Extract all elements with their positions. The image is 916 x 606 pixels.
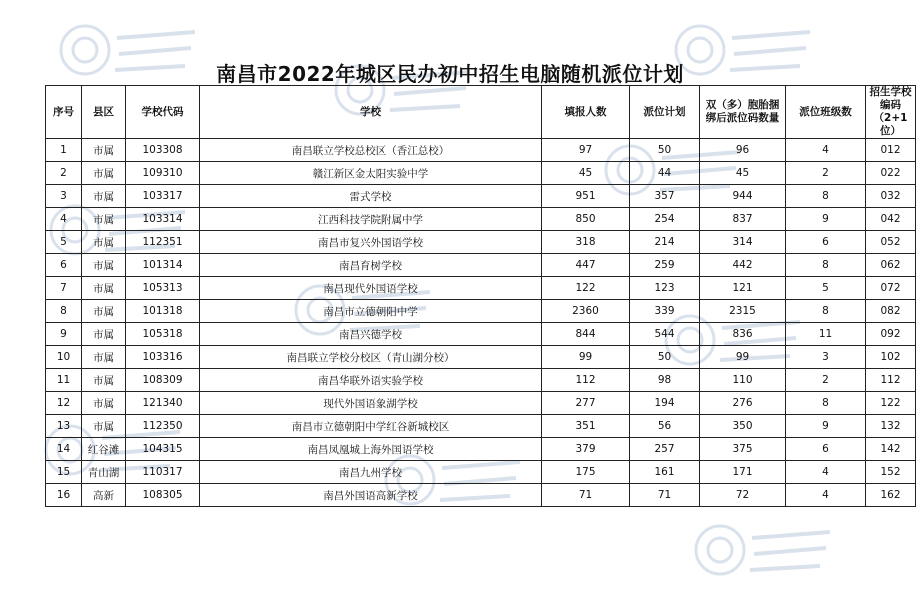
- cell-registered: 2360: [542, 300, 630, 323]
- plan-table: [45, 85, 916, 507]
- cell-classes: 5: [786, 277, 866, 300]
- cell-school-number: 032: [866, 185, 916, 208]
- cell-twin-bind: 837: [700, 208, 786, 231]
- cell-school: 南昌九州学校: [200, 461, 542, 484]
- header-row: [46, 86, 916, 139]
- cell-registered: 951: [542, 185, 630, 208]
- cell-area: 市属: [82, 277, 126, 300]
- cell-school: 南昌联立学校总校区（香江总校）: [200, 139, 542, 162]
- cell-registered: 351: [542, 415, 630, 438]
- cell-registered: 99: [542, 346, 630, 369]
- cell-code: 121340: [126, 392, 200, 415]
- cell-school: 南昌市复兴外国语学校: [200, 231, 542, 254]
- cell-twin-bind: 45: [700, 162, 786, 185]
- cell-school-number: 052: [866, 231, 916, 254]
- cell-registered: 379: [542, 438, 630, 461]
- cell-code: 112351: [126, 231, 200, 254]
- cell-no: 13: [46, 415, 82, 438]
- cell-school-number: 122: [866, 392, 916, 415]
- cell-classes: 6: [786, 231, 866, 254]
- cell-school-number: 092: [866, 323, 916, 346]
- cell-classes: 4: [786, 461, 866, 484]
- cell-registered: 175: [542, 461, 630, 484]
- header-cell-code: 学校代码: [126, 86, 200, 139]
- cell-classes: 8: [786, 185, 866, 208]
- cell-area: 市属: [82, 254, 126, 277]
- cell-code: 108305: [126, 484, 200, 507]
- cell-no: 4: [46, 208, 82, 231]
- table-row: [46, 208, 916, 231]
- cell-school-number: 162: [866, 484, 916, 507]
- cell-no: 9: [46, 323, 82, 346]
- cell-registered: 97: [542, 139, 630, 162]
- cell-school: 南昌现代外国语学校: [200, 277, 542, 300]
- cell-plan: 50: [630, 346, 700, 369]
- cell-area: 市属: [82, 231, 126, 254]
- cell-code: 109310: [126, 162, 200, 185]
- table-row: [46, 461, 916, 484]
- table-row: [46, 162, 916, 185]
- table-row: [46, 277, 916, 300]
- cell-code: 101318: [126, 300, 200, 323]
- cell-plan: 56: [630, 415, 700, 438]
- cell-area: 市属: [82, 346, 126, 369]
- cell-plan: 257: [630, 438, 700, 461]
- cell-school-number: 152: [866, 461, 916, 484]
- cell-plan: 214: [630, 231, 700, 254]
- cell-plan: 544: [630, 323, 700, 346]
- cell-twin-bind: 375: [700, 438, 786, 461]
- cell-school-number: 112: [866, 369, 916, 392]
- table-row: [46, 369, 916, 392]
- cell-registered: 447: [542, 254, 630, 277]
- cell-code: 103316: [126, 346, 200, 369]
- cell-code: 103314: [126, 208, 200, 231]
- cell-school-number: 082: [866, 300, 916, 323]
- cell-school: 南昌华联外语实验学校: [200, 369, 542, 392]
- cell-no: 6: [46, 254, 82, 277]
- table-row: [46, 185, 916, 208]
- cell-twin-bind: 276: [700, 392, 786, 415]
- cell-area: 市属: [82, 323, 126, 346]
- cell-no: 8: [46, 300, 82, 323]
- table-row: [46, 415, 916, 438]
- cell-code: 103317: [126, 185, 200, 208]
- header-cell-twin-bind: 双（多）胞胎捆绑后派位码数量: [700, 86, 786, 139]
- cell-area: 红谷滩: [82, 438, 126, 461]
- cell-school: 现代外国语象湖学校: [200, 392, 542, 415]
- cell-classes: 8: [786, 392, 866, 415]
- cell-code: 105318: [126, 323, 200, 346]
- cell-school-number: 102: [866, 346, 916, 369]
- cell-school-number: 062: [866, 254, 916, 277]
- cell-classes: 4: [786, 484, 866, 507]
- cell-plan: 254: [630, 208, 700, 231]
- cell-plan: 50: [630, 139, 700, 162]
- cell-area: 市属: [82, 139, 126, 162]
- cell-plan: 123: [630, 277, 700, 300]
- table-row: [46, 254, 916, 277]
- cell-registered: 277: [542, 392, 630, 415]
- cell-school: 南昌育树学校: [200, 254, 542, 277]
- cell-plan: 194: [630, 392, 700, 415]
- cell-code: 108309: [126, 369, 200, 392]
- watermark-seal-icon: [690, 520, 840, 580]
- cell-no: 14: [46, 438, 82, 461]
- cell-area: 市属: [82, 300, 126, 323]
- header-cell-classes: 派位班级数: [786, 86, 866, 139]
- cell-area: 市属: [82, 369, 126, 392]
- cell-classes: 8: [786, 300, 866, 323]
- header-cell-school-number: 招生学校编码（2+1位）: [866, 86, 916, 139]
- cell-area: 市属: [82, 392, 126, 415]
- header-cell-no: 序号: [46, 86, 82, 139]
- cell-school-number: 142: [866, 438, 916, 461]
- cell-twin-bind: 72: [700, 484, 786, 507]
- cell-twin-bind: 171: [700, 461, 786, 484]
- cell-twin-bind: 110: [700, 369, 786, 392]
- cell-no: 15: [46, 461, 82, 484]
- cell-school: 南昌市立德朝阳中学: [200, 300, 542, 323]
- cell-code: 110317: [126, 461, 200, 484]
- header-cell-plan: 派位计划: [630, 86, 700, 139]
- cell-area: 高新: [82, 484, 126, 507]
- cell-twin-bind: 442: [700, 254, 786, 277]
- cell-code: 104315: [126, 438, 200, 461]
- cell-registered: 844: [542, 323, 630, 346]
- cell-area: 市属: [82, 208, 126, 231]
- cell-no: 5: [46, 231, 82, 254]
- cell-code: 103308: [126, 139, 200, 162]
- cell-registered: 71: [542, 484, 630, 507]
- cell-classes: 3: [786, 346, 866, 369]
- cell-school-number: 022: [866, 162, 916, 185]
- cell-registered: 122: [542, 277, 630, 300]
- table-body: [46, 139, 916, 507]
- table-row: [46, 231, 916, 254]
- cell-plan: 339: [630, 300, 700, 323]
- cell-classes: 4: [786, 139, 866, 162]
- cell-school: 赣江新区金太阳实验中学: [200, 162, 542, 185]
- cell-no: 16: [46, 484, 82, 507]
- cell-twin-bind: 836: [700, 323, 786, 346]
- cell-twin-bind: 2315: [700, 300, 786, 323]
- cell-school: 雷式学校: [200, 185, 542, 208]
- cell-classes: 8: [786, 254, 866, 277]
- cell-classes: 2: [786, 162, 866, 185]
- cell-area: 市属: [82, 415, 126, 438]
- cell-registered: 112: [542, 369, 630, 392]
- cell-no: 11: [46, 369, 82, 392]
- cell-school-number: 132: [866, 415, 916, 438]
- header-cell-school: 学校: [200, 86, 542, 139]
- cell-plan: 71: [630, 484, 700, 507]
- cell-registered: 45: [542, 162, 630, 185]
- cell-plan: 161: [630, 461, 700, 484]
- cell-school: 南昌凤凰城上海外国语学校: [200, 438, 542, 461]
- cell-plan: 259: [630, 254, 700, 277]
- header-cell-area: 县区: [82, 86, 126, 139]
- cell-school-number: 072: [866, 277, 916, 300]
- table-header: [46, 86, 916, 139]
- cell-code: 105313: [126, 277, 200, 300]
- table-row: [46, 392, 916, 415]
- cell-classes: 9: [786, 208, 866, 231]
- cell-twin-bind: 944: [700, 185, 786, 208]
- cell-area: 市属: [82, 185, 126, 208]
- cell-classes: 9: [786, 415, 866, 438]
- cell-classes: 2: [786, 369, 866, 392]
- cell-twin-bind: 314: [700, 231, 786, 254]
- cell-plan: 44: [630, 162, 700, 185]
- cell-no: 3: [46, 185, 82, 208]
- cell-school: 南昌联立学校分校区（青山湖分校）: [200, 346, 542, 369]
- cell-school: 南昌外国语高新学校: [200, 484, 542, 507]
- cell-registered: 850: [542, 208, 630, 231]
- cell-school: 江西科技学院附属中学: [200, 208, 542, 231]
- document-title: 南昌市2022年城区民办初中招生电脑随机派位计划: [216, 62, 684, 86]
- cell-no: 7: [46, 277, 82, 300]
- cell-school-number: 042: [866, 208, 916, 231]
- cell-school-number: 012: [866, 139, 916, 162]
- cell-classes: 6: [786, 438, 866, 461]
- cell-code: 112350: [126, 415, 200, 438]
- cell-plan: 98: [630, 369, 700, 392]
- cell-twin-bind: 350: [700, 415, 786, 438]
- cell-school: 南昌市立德朝阳中学红谷新城校区: [200, 415, 542, 438]
- table-row: [46, 346, 916, 369]
- cell-registered: 318: [542, 231, 630, 254]
- cell-classes: 11: [786, 323, 866, 346]
- table-row: [46, 139, 916, 162]
- cell-no: 10: [46, 346, 82, 369]
- cell-no: 12: [46, 392, 82, 415]
- table-row: [46, 484, 916, 507]
- header-cell-registered: 填报人数: [542, 86, 630, 139]
- table-row: [46, 300, 916, 323]
- cell-area: 市属: [82, 162, 126, 185]
- cell-no: 1: [46, 139, 82, 162]
- cell-area: 青山湖: [82, 461, 126, 484]
- cell-school: 南昌兴德学校: [200, 323, 542, 346]
- table-row: [46, 323, 916, 346]
- table-row: [46, 438, 916, 461]
- cell-code: 101314: [126, 254, 200, 277]
- cell-twin-bind: 96: [700, 139, 786, 162]
- cell-plan: 357: [630, 185, 700, 208]
- cell-no: 2: [46, 162, 82, 185]
- cell-twin-bind: 121: [700, 277, 786, 300]
- cell-twin-bind: 99: [700, 346, 786, 369]
